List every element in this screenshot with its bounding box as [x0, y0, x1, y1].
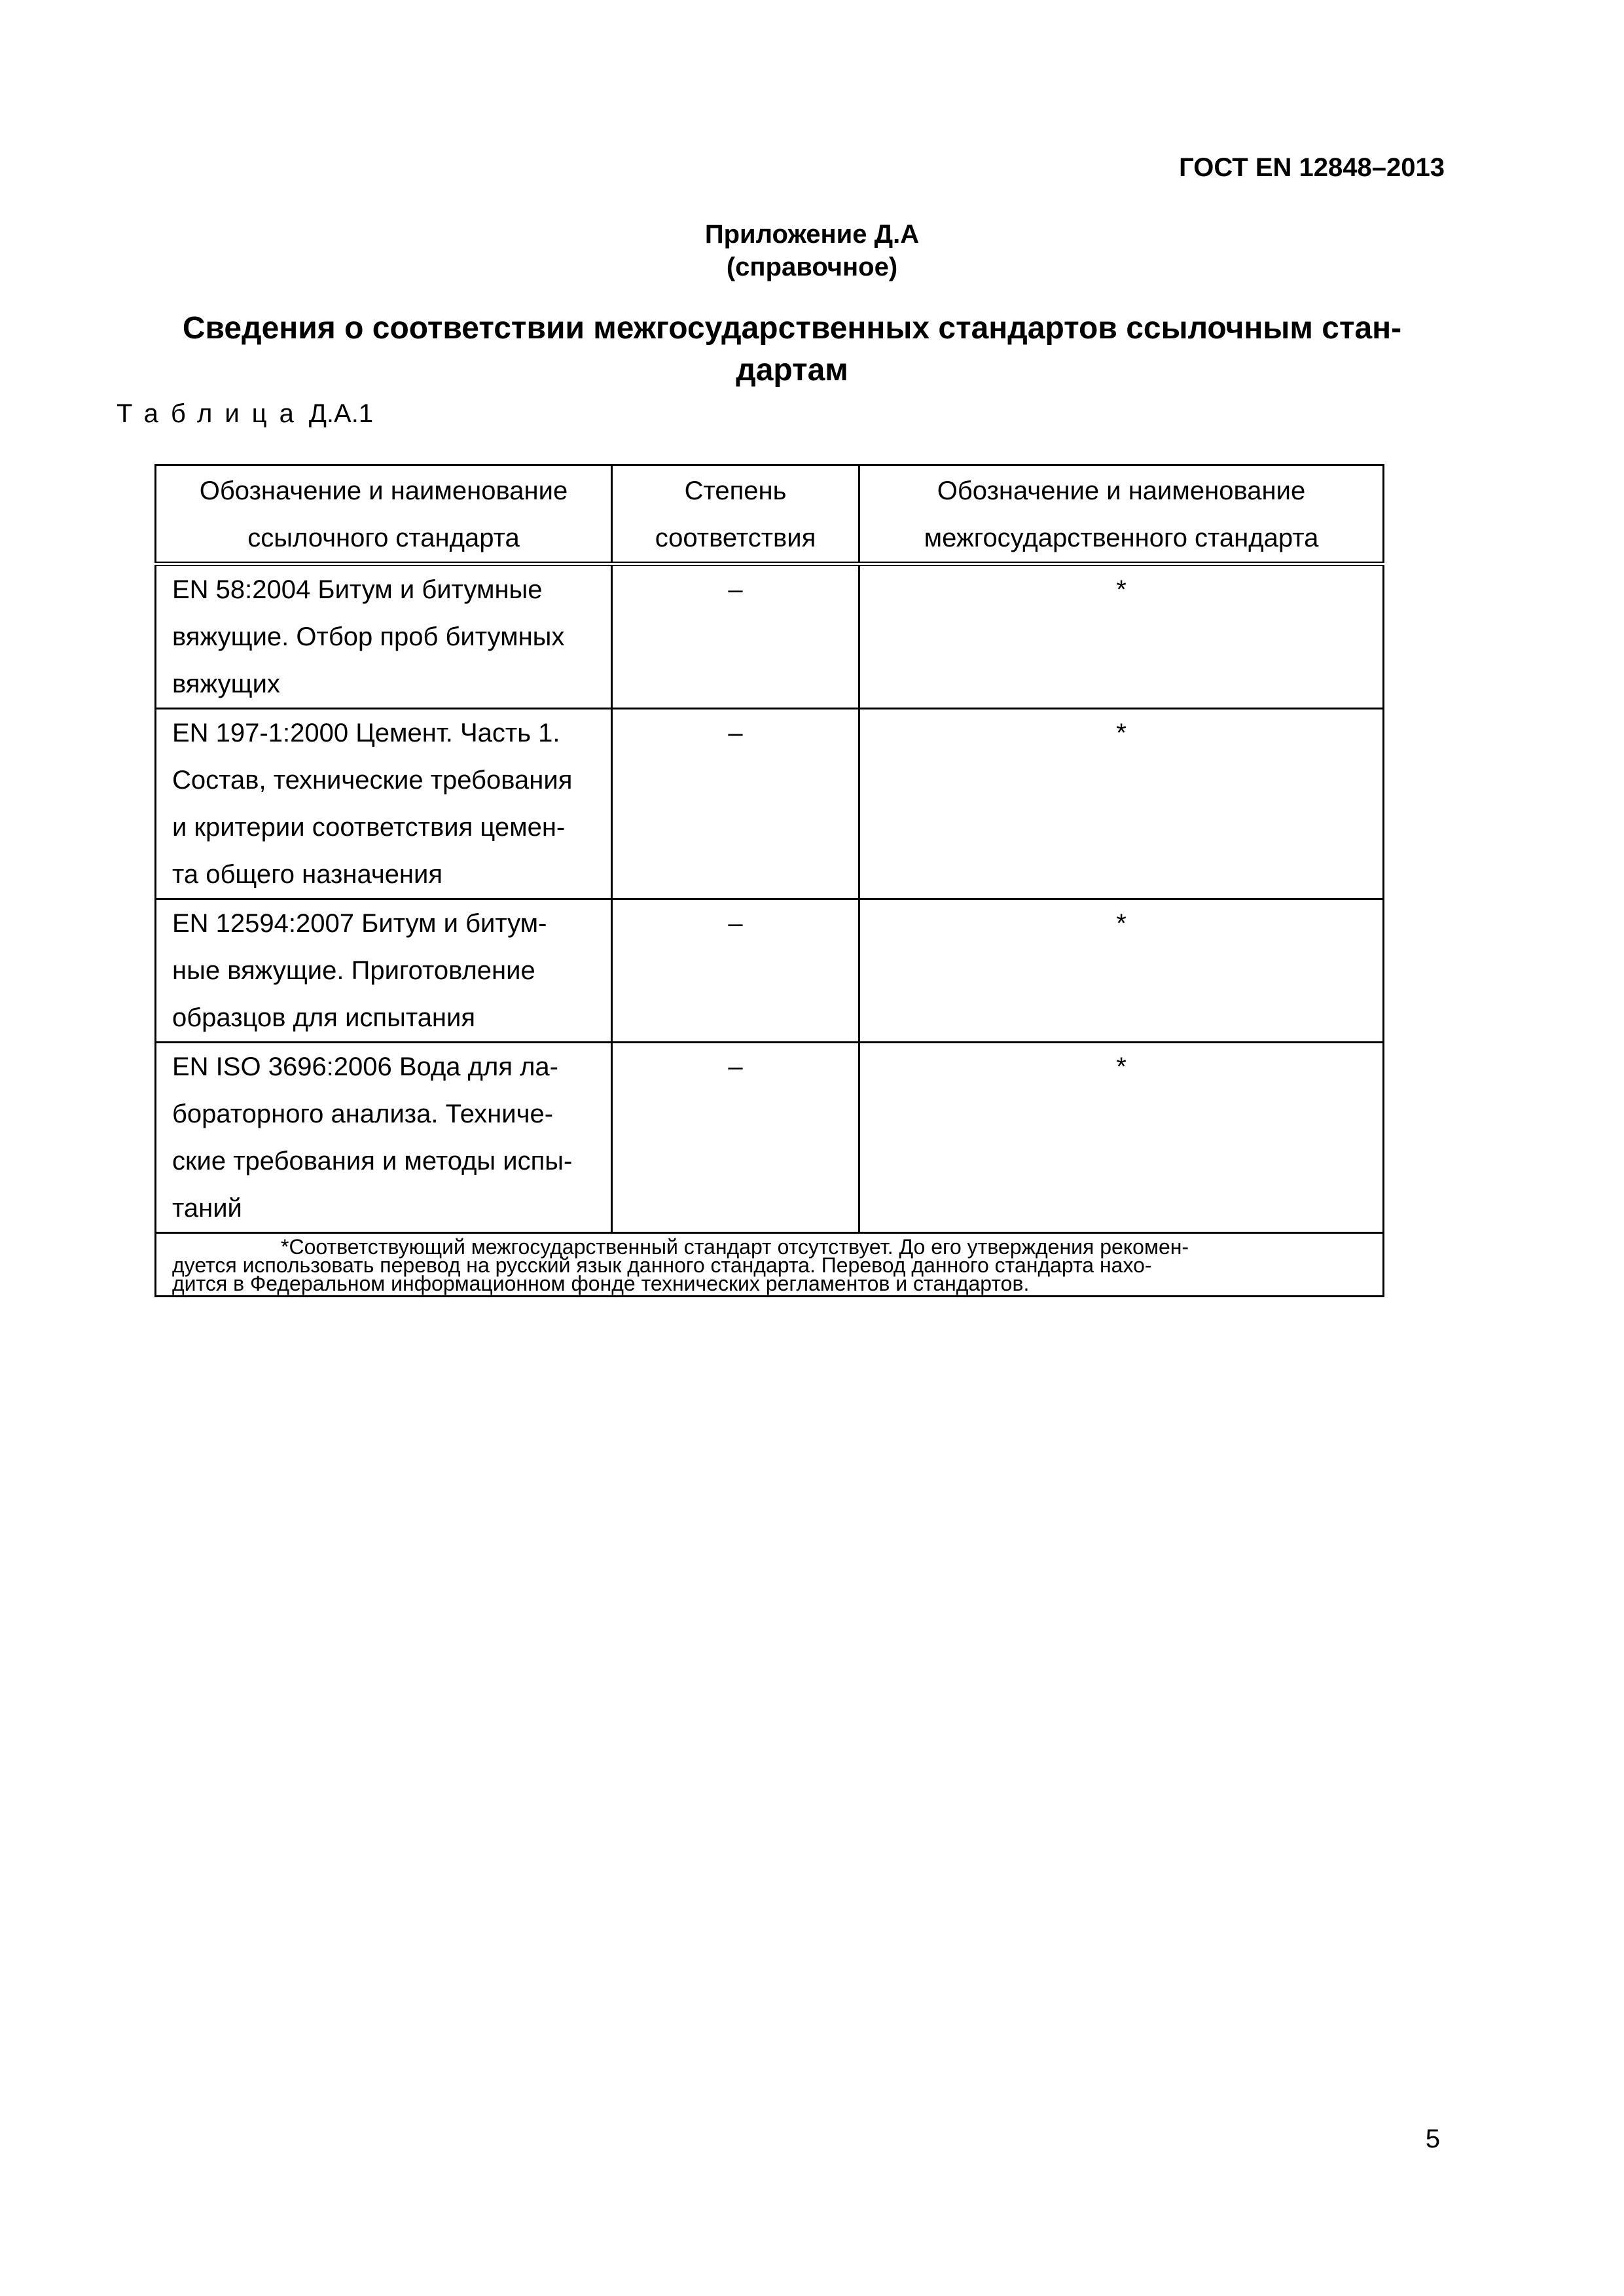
- annex-subtitle: (справочное): [726, 253, 898, 281]
- section-heading-line-1: Сведения о соответствии межгосударственных стандартов ссылочным стан-: [182, 311, 1402, 346]
- table-row: [156, 1043, 1384, 1233]
- reference-standard-cell: EN 197-1:2000 Цемент. Часть 1. Состав, технические требования и критерии соответствия цемен- та общего назначения: [156, 709, 612, 899]
- table-row: [156, 899, 1384, 1043]
- section-heading: [124, 308, 1460, 391]
- degree-cell: –: [612, 709, 859, 899]
- table-row: [156, 709, 1384, 899]
- table-footnote: *Соответствующий межгосударственный стандарт отсутствует. До его утверждения рекомен- дуется использовать перевод на русский язык данного стандарта. Перевод данного стандарта нахо- дится в Федеральном информационном фонде технических регламентов и стандартов.: [156, 1233, 1384, 1297]
- page-number: 5: [1425, 2125, 1440, 2153]
- reference-standard-cell: EN ISO 3696:2006 Вода для ла- бораторного анализа. Техниче- ские требования и методы испы- таний: [156, 1043, 612, 1233]
- reference-standard-cell: EN 58:2004 Битум и битумные вяжущие. Отбор проб битумных вяжущих: [156, 564, 612, 709]
- table-row: [156, 564, 1384, 709]
- header-degree-of-correspondence: Степень соответствия: [612, 465, 859, 564]
- document-code: ГОСТ EN 12848–2013: [1179, 153, 1445, 182]
- table-caption-word: Таблица: [117, 399, 306, 428]
- annex-title: Приложение Д.А: [704, 220, 920, 249]
- table-caption-number: Д.А.1: [308, 399, 374, 428]
- correspondence-table: [154, 464, 1384, 1297]
- degree-cell: –: [612, 564, 859, 709]
- degree-cell: –: [612, 899, 859, 1043]
- interstate-standard-cell: *: [859, 1043, 1384, 1233]
- degree-cell: –: [612, 1043, 859, 1233]
- table-caption: [117, 399, 373, 429]
- interstate-standard-cell: *: [859, 709, 1384, 899]
- interstate-standard-cell: *: [859, 899, 1384, 1043]
- annex-block: [0, 218, 1624, 283]
- interstate-standard-cell: *: [859, 564, 1384, 709]
- header-interstate-standard: Обозначение и наименование межгосударственного стандарта: [859, 465, 1384, 564]
- reference-standard-cell: EN 12594:2007 Битум и битум- ные вяжущие. Приготовление образцов для испытания: [156, 899, 612, 1043]
- section-heading-line-2: дартам: [736, 353, 848, 387]
- table-footnote-row: [156, 1233, 1384, 1297]
- table-header-row: [156, 465, 1384, 564]
- header-reference-standard: Обозначение и наименование ссылочного стандарта: [156, 465, 612, 564]
